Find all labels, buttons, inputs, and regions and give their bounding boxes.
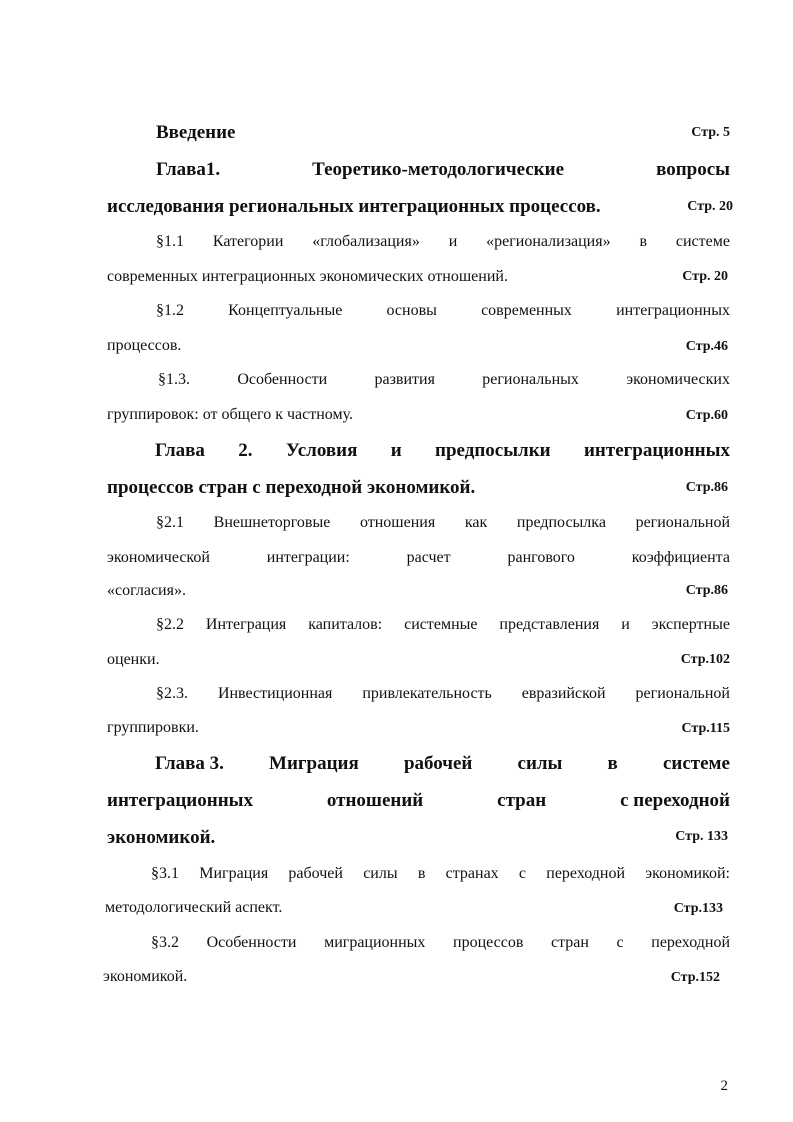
toc-s1-1-line2: современных интеграционных экономических отношений. (107, 268, 508, 285)
toc-word: рабочей (288, 865, 343, 882)
toc-s2-3-line2: группировки. (107, 719, 199, 736)
toc-word: в (639, 233, 648, 250)
toc-word: §3.2 (151, 934, 179, 951)
toc-word: переходной (546, 865, 626, 882)
toc-word: развития (374, 371, 435, 388)
toc-word: отношений (326, 790, 424, 811)
toc-s1-3-page: Стр.60 (685, 408, 728, 423)
toc-chapter3-line1 (155, 754, 730, 773)
toc-word: основы (386, 302, 437, 319)
toc-s2-2-page: Стр.102 (680, 652, 730, 667)
toc-word: капиталов: (308, 616, 383, 633)
toc-word: Миграция (199, 865, 269, 882)
toc-word: §1.1 (156, 233, 184, 250)
toc-chapter2-page: Стр.86 (685, 480, 728, 495)
toc-s2-1-line1 (156, 515, 730, 531)
toc-word: Теоретико-методологические (312, 159, 565, 180)
toc-s1-2-line1 (156, 303, 730, 319)
toc-word: экономической (107, 549, 210, 566)
toc-s1-2-page: Стр.46 (685, 339, 728, 354)
toc-word: современных (481, 302, 572, 319)
toc-word: вопросы (656, 159, 730, 180)
toc-word: расчет (406, 549, 451, 566)
toc-s1-3-line2: группировок: от общего к частному. (107, 406, 354, 423)
toc-word: силы (363, 865, 398, 882)
toc-word: 2. (238, 440, 253, 461)
toc-word: системе (675, 233, 730, 250)
toc-word: отношения (359, 514, 436, 531)
toc-word: Внешнеторговые (213, 514, 331, 531)
toc-word: Глава 3. (155, 753, 224, 774)
toc-intro-title: Введение (156, 122, 236, 143)
toc-s2-3-line1 (156, 686, 730, 702)
toc-word: миграционных (324, 934, 426, 951)
toc-s2-2-line1 (156, 617, 730, 633)
toc-word: рангового (507, 549, 575, 566)
toc-s1-1-page: Стр. 20 (682, 269, 728, 284)
toc-word: Миграция (269, 753, 359, 774)
toc-chapter3-line3: экономикой. (107, 827, 216, 848)
toc-word: «глобализация» (312, 233, 420, 250)
toc-word: Глава1. (156, 159, 221, 180)
toc-word: Условия (285, 440, 358, 461)
toc-s1-3-line1 (158, 372, 730, 388)
toc-word: коэффициента (631, 549, 730, 566)
toc-word: предпосылка (516, 514, 606, 531)
toc-s3-2-line1 (151, 935, 730, 951)
toc-word: и (390, 440, 402, 461)
toc-word: переходной (651, 934, 730, 951)
page-number: 2 (720, 1078, 728, 1094)
toc-word: процессов (453, 934, 524, 951)
toc-chapter3-line2 (107, 791, 730, 810)
toc-word: и (621, 616, 630, 633)
toc-word: региональной (635, 685, 730, 702)
toc-word: в (607, 753, 618, 774)
toc-word: экспертные (651, 616, 730, 633)
toc-s2-1-line3: «согласия». (107, 582, 186, 599)
toc-word: с (518, 865, 527, 882)
toc-word: системные (404, 616, 478, 633)
toc-intro-page: Стр. 5 (691, 125, 730, 140)
toc-chapter3-page: Стр. 133 (675, 829, 728, 844)
toc-word: стран (497, 790, 547, 811)
toc-s1-2-line2: процессов. (107, 337, 182, 354)
toc-word: интеграции: (266, 549, 350, 566)
toc-chapter1-line2: исследования региональных интеграционных процессов. (107, 196, 601, 217)
toc-s3-2-page: Стр.152 (670, 970, 720, 985)
toc-word: региональной (635, 514, 730, 531)
toc-s3-1-page: Стр.133 (673, 901, 723, 916)
toc-word: §2.1 (156, 514, 184, 531)
toc-word: в (417, 865, 426, 882)
toc-word: интеграционных (583, 440, 730, 461)
toc-chapter2-line2: процессов стран с переходной экономикой. (107, 477, 476, 498)
toc-word: Концептуальные (228, 302, 343, 319)
toc-word: Глава (155, 440, 205, 461)
toc-word: как (464, 514, 488, 531)
toc-word: странах (445, 865, 499, 882)
toc-word: §2.2 (156, 616, 184, 633)
toc-word: Особенности (237, 371, 328, 388)
toc-word: §3.1 (151, 865, 179, 882)
toc-s1-1-line1 (156, 234, 730, 250)
toc-word: региональных (482, 371, 579, 388)
toc-word: привлекательность (362, 685, 492, 702)
toc-s2-3-page: Стр.115 (681, 721, 730, 736)
toc-s3-2-line2: экономикой. (103, 968, 188, 985)
toc-s3-1-line1 (151, 866, 730, 882)
toc-chapter1-line1 (156, 160, 730, 179)
toc-word: экономических (626, 371, 730, 388)
toc-word: §2.3. (156, 685, 188, 702)
toc-word: силы (517, 753, 563, 774)
toc-word: с переходной (620, 790, 730, 811)
toc-word: с (616, 934, 624, 951)
toc-word: системе (662, 753, 730, 774)
toc-s2-1-page: Стр.86 (685, 583, 728, 598)
toc-chapter1-page: Стр. 20 (687, 199, 733, 214)
toc-word: экономикой: (645, 865, 730, 882)
toc-word: Интеграция (205, 616, 287, 633)
toc-word: предпосылки (435, 440, 551, 461)
toc-word: §1.3. (158, 371, 190, 388)
toc-word: евразийской (521, 685, 606, 702)
toc-word: интеграционных (616, 302, 730, 319)
toc-word: рабочей (403, 753, 473, 774)
toc-word: §1.2 (156, 302, 184, 319)
toc-chapter2-line1 (155, 441, 730, 460)
toc-word: стран (551, 934, 589, 951)
toc-s2-2-line2: оценки. (107, 651, 160, 668)
toc-word: представления (499, 616, 600, 633)
toc-word: Категории (212, 233, 284, 250)
toc-word: «регионализация» (486, 233, 611, 250)
toc-s3-1-line2: методологический аспект. (105, 899, 283, 916)
toc-word: Инвестиционная (217, 685, 333, 702)
toc-s2-1-line2 (107, 550, 730, 566)
toc-word: и (448, 233, 458, 250)
toc-word: Особенности (206, 934, 297, 951)
toc-word: интеграционных (107, 790, 253, 811)
